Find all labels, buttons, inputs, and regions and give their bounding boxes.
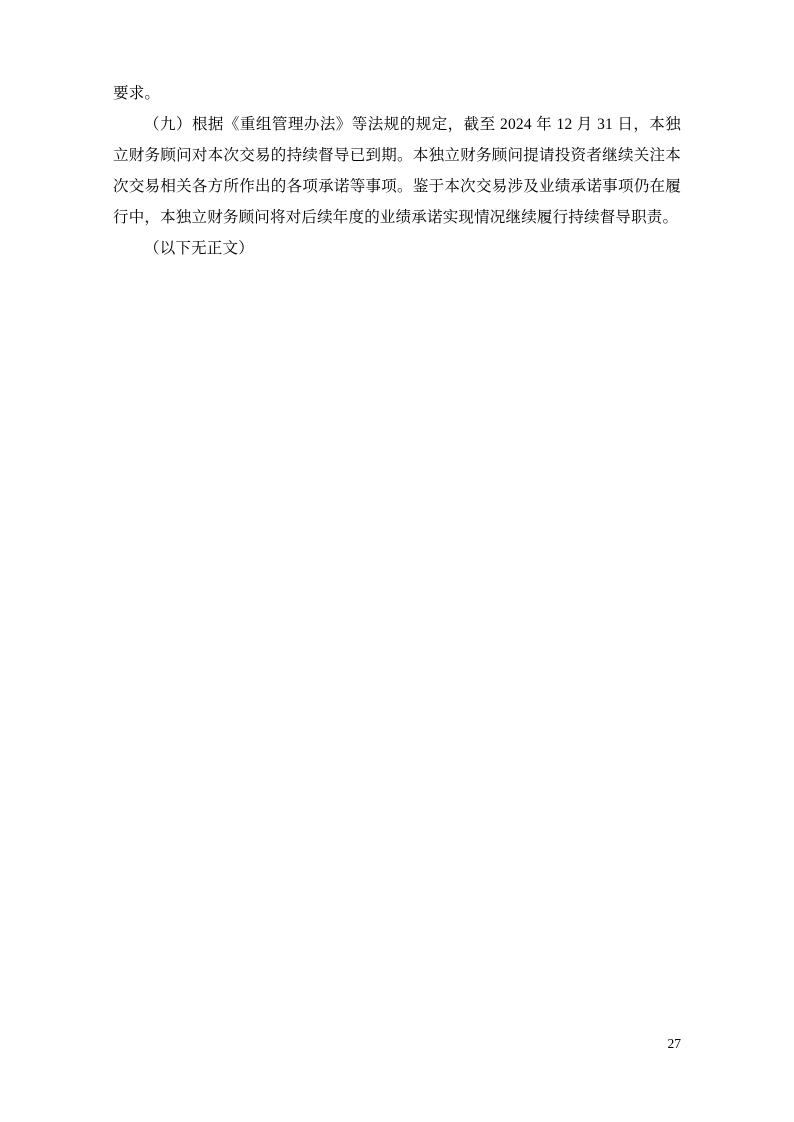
paragraph-2: （九）根据《重组管理办法》等法规的规定，截至 2024 年 12 月 31 日，本独立财务顾问对本次交易的持续督导已到期。本独立财务顾问提请投资者继续关注本次交易相关各方所作出的各项承诺等事项。鉴于本次交易涉及业绩承诺事项仍在履行中，本独立财务顾问将对后续年度的业绩承诺实现情况继续履行持续督导职责。 <box>113 116 681 226</box>
page-number: 27 <box>667 1036 681 1051</box>
paragraph-3: （以下无正文） <box>144 240 254 257</box>
paragraph-1: 要求。 <box>113 85 161 102</box>
page-body <box>113 78 681 264</box>
